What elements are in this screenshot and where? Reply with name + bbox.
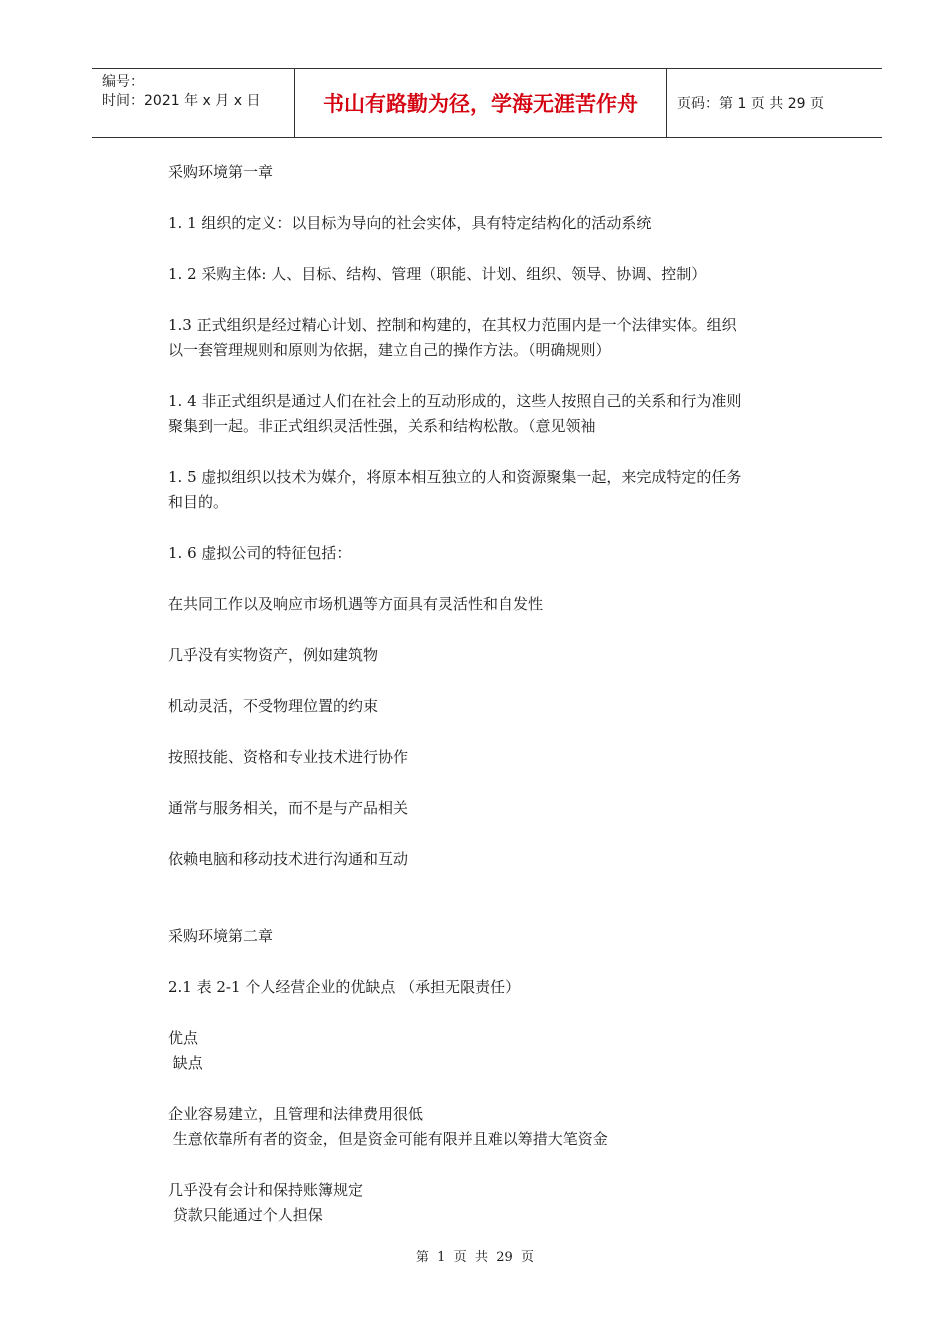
feature-item: 几乎没有实物资产，例如建筑物 (168, 646, 379, 664)
feature-item: 在共同工作以及响应市场机遇等方面具有灵活性和自发性 (168, 595, 544, 613)
paragraph-1-4-line1: 1. 4 非正式组织是通过人们在社会上的互动形成的，这些人按照自己的关系和行为准则 (168, 392, 742, 410)
feature-item: 按照技能、资格和专业技术进行协作 (168, 748, 409, 766)
disadvantage-item: 贷款只能通过个人担保 (168, 1206, 323, 1224)
feature-item: 通常与服务相关，而不是与产品相关 (168, 799, 409, 817)
paragraph-2-1: 2.1 表 2-1 个人经营企业的优缺点 （承担无限责任） (168, 978, 521, 996)
paragraph-1-5-line1: 1. 5 虚拟组织以技术为媒介，将原本相互独立的人和资源聚集一起，来完成特定的任务 (168, 468, 742, 486)
paragraph-1-3-line1: 1.3 正式组织是经过精心计划、控制和构建的，在其权力范围内是一个法律实体。组织 (168, 316, 737, 334)
advantage-item: 几乎没有会计和保持账簿规定 (168, 1181, 364, 1199)
chapter-1-title: 采购环境第一章 (168, 163, 274, 181)
paragraph-1-4-line2: 聚集到一起。非正式组织灵活性强，关系和结构松散。（意见领袖 (168, 417, 596, 435)
chapter-2-title: 采购环境第二章 (168, 927, 274, 945)
feature-item: 依赖电脑和移动技术进行沟通和互动 (168, 850, 409, 868)
document-header (92, 68, 882, 138)
header-left-cell (92, 69, 294, 137)
paragraph-1-3-line2: 以一套管理规则和原则为依据，建立自己的操作方法。（明确规则） (168, 341, 611, 359)
feature-item: 机动灵活，不受物理位置的约束 (168, 697, 379, 715)
header-page-info: 页码：第 1 页 共 29 页 (677, 96, 824, 112)
header-motto: 书山有路勤为径，学海无涯苦作舟 (294, 69, 667, 137)
advantage-item: 企业容易建立，且管理和法律费用很低 (168, 1105, 424, 1123)
disadvantages-label: 缺点 (168, 1054, 203, 1072)
paragraph-1-6: 1. 6 虚拟公司的特征包括： (168, 544, 352, 562)
time-label: 时间：2021 年 x 月 x 日 (102, 93, 261, 109)
number-label: 编号： (102, 74, 144, 90)
paragraph-1-5-line2: 和目的。 (168, 493, 229, 511)
page-footer: 第 1 页 共 29 页 (415, 1250, 535, 1265)
paragraph-1-1: 1. 1 组织的定义：以目标为导向的社会实体，具有特定结构化的活动系统 (168, 214, 652, 232)
document-body (168, 160, 818, 1228)
disadvantage-item: 生意依靠所有者的资金，但是资金可能有限并且难以筹措大笔资金 (168, 1130, 608, 1148)
advantages-label: 优点 (168, 1029, 199, 1047)
paragraph-1-2: 1. 2 采购主体: 人、目标、结构、管理（职能、计划、组织、领导、协调、控制） (168, 265, 707, 283)
